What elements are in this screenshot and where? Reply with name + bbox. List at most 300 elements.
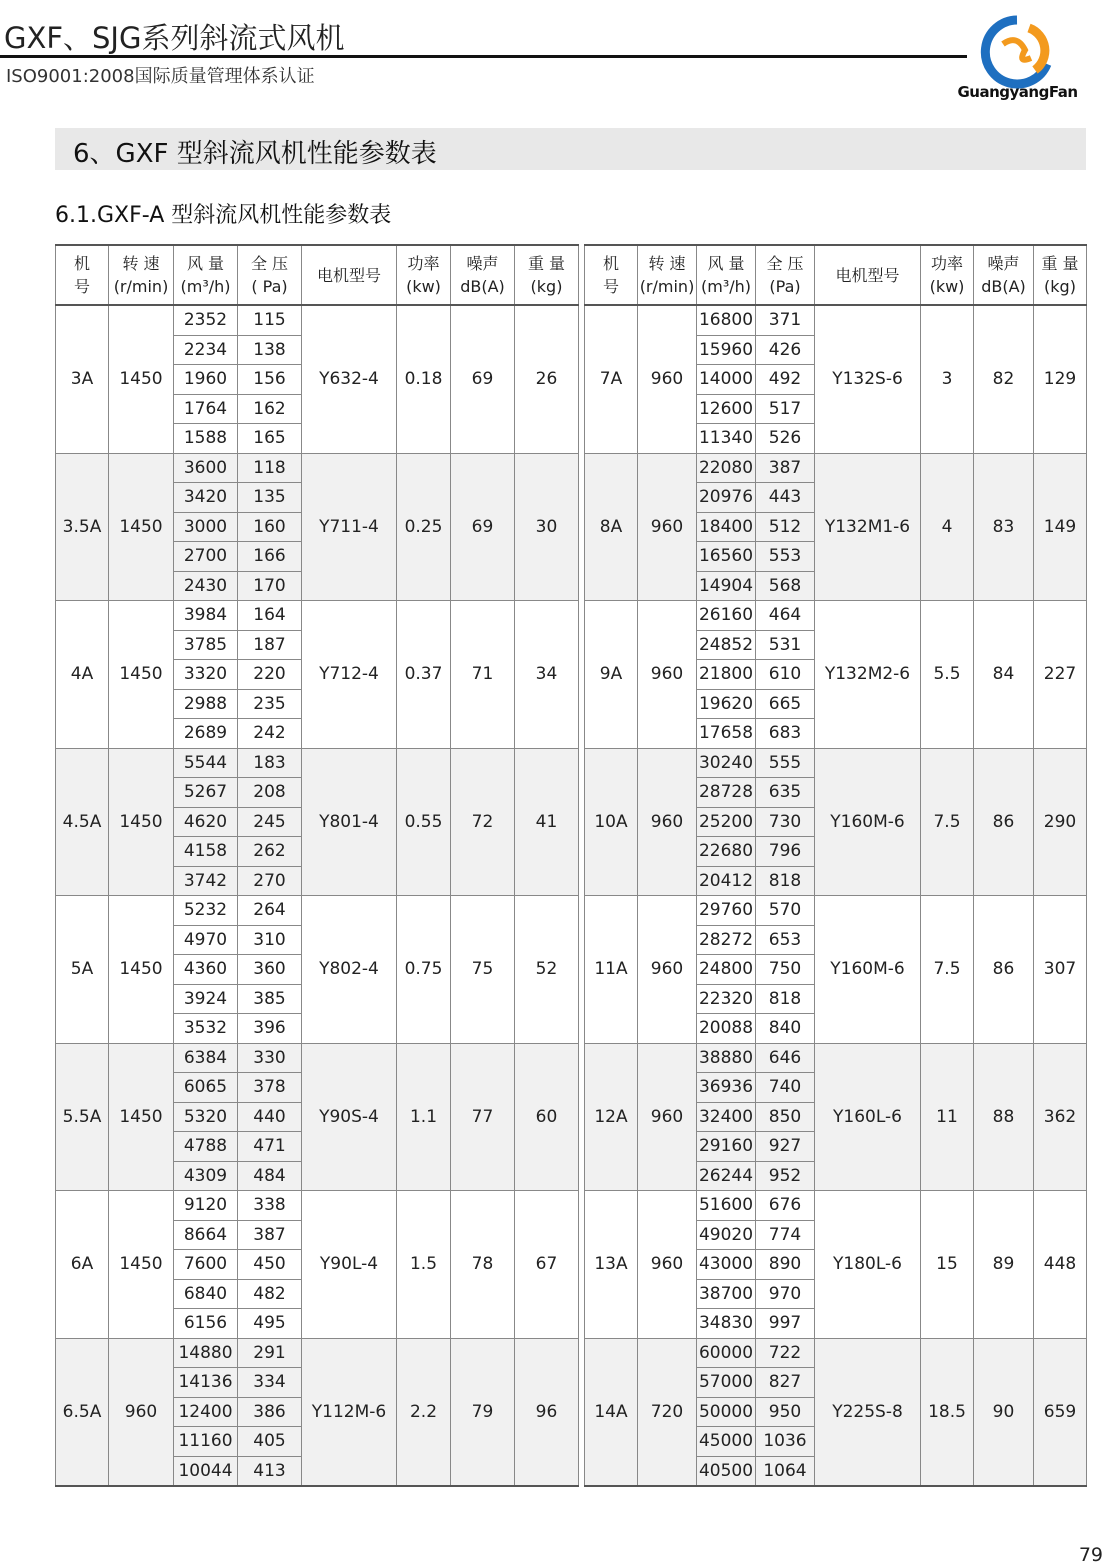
total-pressure: 890 bbox=[756, 1250, 815, 1280]
motor: Y711-4 bbox=[302, 453, 397, 601]
speed: 960 bbox=[638, 1191, 697, 1339]
column-header-label: 风 量 bbox=[186, 254, 225, 273]
air-flow: 19620 bbox=[697, 689, 756, 719]
fan-model: 6A bbox=[56, 1191, 109, 1339]
column-header-label: 机 bbox=[602, 254, 619, 273]
air-flow: 20976 bbox=[697, 483, 756, 513]
air-flow: 12600 bbox=[697, 394, 756, 424]
motor: Y801-4 bbox=[302, 748, 397, 896]
total-pressure: 683 bbox=[756, 719, 815, 749]
noise: 75 bbox=[451, 896, 515, 1044]
air-flow: 2689 bbox=[174, 719, 238, 749]
speed: 960 bbox=[638, 453, 697, 601]
total-pressure: 740 bbox=[756, 1073, 815, 1103]
column-header bbox=[174, 245, 238, 305]
power: 0.37 bbox=[397, 601, 451, 749]
column-header bbox=[974, 245, 1034, 305]
total-pressure: 471 bbox=[238, 1132, 302, 1162]
total-pressure: 676 bbox=[756, 1191, 815, 1221]
total-pressure: 245 bbox=[238, 807, 302, 837]
air-flow: 5544 bbox=[174, 748, 238, 778]
motor: Y180L-6 bbox=[815, 1191, 921, 1339]
speed: 960 bbox=[638, 896, 697, 1044]
total-pressure: 338 bbox=[238, 1191, 302, 1221]
air-flow: 14904 bbox=[697, 571, 756, 601]
column-header-label: 重 量 bbox=[1041, 254, 1079, 273]
total-pressure: 135 bbox=[238, 483, 302, 513]
air-flow: 14880 bbox=[174, 1338, 238, 1368]
air-flow: 5267 bbox=[174, 778, 238, 808]
total-pressure: 1036 bbox=[756, 1427, 815, 1457]
fan-model: 9A bbox=[585, 601, 638, 749]
speed: 1450 bbox=[109, 896, 174, 1044]
air-flow: 3600 bbox=[174, 453, 238, 483]
weight: 96 bbox=[515, 1338, 579, 1486]
power: 1.1 bbox=[397, 1043, 451, 1191]
table-row bbox=[56, 601, 579, 631]
column-header-unit: (m³/h) bbox=[180, 277, 231, 296]
air-flow: 1960 bbox=[174, 365, 238, 395]
air-flow: 4620 bbox=[174, 807, 238, 837]
speed: 960 bbox=[638, 601, 697, 749]
column-header bbox=[697, 245, 756, 305]
speed: 1450 bbox=[109, 305, 174, 453]
air-flow: 3984 bbox=[174, 601, 238, 631]
air-flow: 3532 bbox=[174, 1014, 238, 1044]
column-header-unit: 号 bbox=[602, 277, 619, 296]
speed: 1450 bbox=[109, 1191, 174, 1339]
total-pressure: 396 bbox=[238, 1014, 302, 1044]
header-rule bbox=[0, 55, 967, 58]
power: 5.5 bbox=[921, 601, 974, 749]
air-flow: 45000 bbox=[697, 1427, 756, 1457]
column-header-label: 机 bbox=[73, 254, 90, 273]
air-flow: 6384 bbox=[174, 1043, 238, 1073]
air-flow: 60000 bbox=[697, 1338, 756, 1368]
air-flow: 43000 bbox=[697, 1250, 756, 1280]
total-pressure: 568 bbox=[756, 571, 815, 601]
total-pressure: 385 bbox=[238, 984, 302, 1014]
noise: 77 bbox=[451, 1043, 515, 1191]
power: 0.55 bbox=[397, 748, 451, 896]
column-header bbox=[56, 245, 109, 305]
total-pressure: 360 bbox=[238, 955, 302, 985]
total-pressure: 440 bbox=[238, 1102, 302, 1132]
weight: 129 bbox=[1034, 305, 1087, 453]
total-pressure: 387 bbox=[238, 1220, 302, 1250]
noise: 72 bbox=[451, 748, 515, 896]
motor: Y160M-6 bbox=[815, 748, 921, 896]
total-pressure: 818 bbox=[756, 866, 815, 896]
air-flow: 14136 bbox=[174, 1368, 238, 1398]
total-pressure: 555 bbox=[756, 748, 815, 778]
air-flow: 3320 bbox=[174, 660, 238, 690]
column-header-unit: 号 bbox=[73, 277, 90, 296]
total-pressure: 827 bbox=[756, 1368, 815, 1398]
fan-model: 5A bbox=[56, 896, 109, 1044]
column-header bbox=[921, 245, 974, 305]
column-header-unit: (kg) bbox=[530, 277, 563, 296]
weight: 227 bbox=[1034, 601, 1087, 749]
total-pressure: 665 bbox=[756, 689, 815, 719]
air-flow: 17658 bbox=[697, 719, 756, 749]
air-flow: 3785 bbox=[174, 630, 238, 660]
column-header-unit: dB(A) bbox=[460, 277, 505, 296]
total-pressure: 443 bbox=[756, 483, 815, 513]
air-flow: 14000 bbox=[697, 365, 756, 395]
air-flow: 30240 bbox=[697, 748, 756, 778]
total-pressure: 386 bbox=[238, 1397, 302, 1427]
air-flow: 3000 bbox=[174, 512, 238, 542]
total-pressure: 208 bbox=[238, 778, 302, 808]
column-header bbox=[756, 245, 815, 305]
power: 0.75 bbox=[397, 896, 451, 1044]
table-row bbox=[56, 1338, 579, 1368]
motor: Y712-4 bbox=[302, 601, 397, 749]
fan-model: 8A bbox=[585, 453, 638, 601]
total-pressure: 187 bbox=[238, 630, 302, 660]
fan-model: 13A bbox=[585, 1191, 638, 1339]
table-row bbox=[585, 1338, 1087, 1368]
total-pressure: 517 bbox=[756, 394, 815, 424]
air-flow: 22320 bbox=[697, 984, 756, 1014]
total-pressure: 170 bbox=[238, 571, 302, 601]
total-pressure: 531 bbox=[756, 630, 815, 660]
motor: Y632-4 bbox=[302, 305, 397, 453]
column-header-label: 噪声 bbox=[987, 254, 1020, 273]
column-header bbox=[109, 245, 174, 305]
motor: Y225S-8 bbox=[815, 1338, 921, 1486]
power: 7.5 bbox=[921, 896, 974, 1044]
total-pressure: 653 bbox=[756, 925, 815, 955]
total-pressure: 413 bbox=[238, 1456, 302, 1486]
total-pressure: 242 bbox=[238, 719, 302, 749]
total-pressure: 722 bbox=[756, 1338, 815, 1368]
table-row bbox=[585, 453, 1087, 483]
column-header-unit: (kw) bbox=[406, 277, 441, 296]
air-flow: 51600 bbox=[697, 1191, 756, 1221]
air-flow: 2700 bbox=[174, 542, 238, 572]
logo-text: GuangyangFan bbox=[957, 83, 1078, 101]
air-flow: 11340 bbox=[697, 424, 756, 454]
power: 0.25 bbox=[397, 453, 451, 601]
air-flow: 2234 bbox=[174, 335, 238, 365]
column-header-label: 转 速 bbox=[648, 254, 686, 273]
total-pressure: 774 bbox=[756, 1220, 815, 1250]
column-header-unit: (r/min) bbox=[639, 277, 695, 296]
air-flow: 24800 bbox=[697, 955, 756, 985]
air-flow: 50000 bbox=[697, 1397, 756, 1427]
fan-model: 4A bbox=[56, 601, 109, 749]
weight: 41 bbox=[515, 748, 579, 896]
motor: Y132S-6 bbox=[815, 305, 921, 453]
fan-model: 10A bbox=[585, 748, 638, 896]
speed: 1450 bbox=[109, 1043, 174, 1191]
total-pressure: 264 bbox=[238, 896, 302, 926]
noise: 86 bbox=[974, 748, 1034, 896]
total-pressure: 482 bbox=[238, 1279, 302, 1309]
air-flow: 22080 bbox=[697, 453, 756, 483]
total-pressure: 952 bbox=[756, 1161, 815, 1191]
certification-text: ISO9001:2008国际质量管理体系认证 bbox=[6, 66, 315, 87]
air-flow: 5320 bbox=[174, 1102, 238, 1132]
noise: 82 bbox=[974, 305, 1034, 453]
column-header-label: 全 压 bbox=[250, 254, 289, 273]
air-flow: 3742 bbox=[174, 866, 238, 896]
column-header-label: 电机型号 bbox=[835, 265, 900, 285]
motor: Y802-4 bbox=[302, 896, 397, 1044]
column-header-label: 电机型号 bbox=[316, 265, 381, 285]
total-pressure: 156 bbox=[238, 365, 302, 395]
table-row bbox=[56, 1191, 579, 1221]
table-row bbox=[56, 453, 579, 483]
air-flow: 29160 bbox=[697, 1132, 756, 1162]
total-pressure: 160 bbox=[238, 512, 302, 542]
air-flow: 38700 bbox=[697, 1279, 756, 1309]
total-pressure: 330 bbox=[238, 1043, 302, 1073]
fan-model: 4.5A bbox=[56, 748, 109, 896]
column-header bbox=[451, 245, 515, 305]
power: 3 bbox=[921, 305, 974, 453]
total-pressure: 610 bbox=[756, 660, 815, 690]
power: 7.5 bbox=[921, 748, 974, 896]
noise: 79 bbox=[451, 1338, 515, 1486]
speed: 960 bbox=[109, 1338, 174, 1486]
noise: 69 bbox=[451, 453, 515, 601]
air-flow: 10044 bbox=[174, 1456, 238, 1486]
section-band bbox=[55, 128, 1086, 170]
column-header bbox=[638, 245, 697, 305]
noise: 78 bbox=[451, 1191, 515, 1339]
total-pressure: 164 bbox=[238, 601, 302, 631]
column-header-label: 风 量 bbox=[707, 254, 745, 273]
total-pressure: 840 bbox=[756, 1014, 815, 1044]
weight: 26 bbox=[515, 305, 579, 453]
air-flow: 12400 bbox=[174, 1397, 238, 1427]
total-pressure: 220 bbox=[238, 660, 302, 690]
air-flow: 4360 bbox=[174, 955, 238, 985]
air-flow: 21800 bbox=[697, 660, 756, 690]
column-header-label: 功率 bbox=[930, 254, 963, 273]
air-flow: 32400 bbox=[697, 1102, 756, 1132]
weight: 34 bbox=[515, 601, 579, 749]
fan-model: 11A bbox=[585, 896, 638, 1044]
column-header bbox=[1034, 245, 1087, 305]
air-flow: 40500 bbox=[697, 1456, 756, 1486]
total-pressure: 570 bbox=[756, 896, 815, 926]
column-header-unit: ( Pa) bbox=[251, 277, 288, 296]
column-header bbox=[238, 245, 302, 305]
weight: 362 bbox=[1034, 1043, 1087, 1191]
weight: 448 bbox=[1034, 1191, 1087, 1339]
total-pressure: 495 bbox=[238, 1309, 302, 1339]
weight: 307 bbox=[1034, 896, 1087, 1044]
noise: 84 bbox=[974, 601, 1034, 749]
total-pressure: 310 bbox=[238, 925, 302, 955]
air-flow: 4970 bbox=[174, 925, 238, 955]
air-flow: 9120 bbox=[174, 1191, 238, 1221]
air-flow: 15960 bbox=[697, 335, 756, 365]
weight: 52 bbox=[515, 896, 579, 1044]
total-pressure: 262 bbox=[238, 837, 302, 867]
air-flow: 57000 bbox=[697, 1368, 756, 1398]
air-flow: 22680 bbox=[697, 837, 756, 867]
air-flow: 16800 bbox=[697, 305, 756, 335]
air-flow: 3420 bbox=[174, 483, 238, 513]
air-flow: 16560 bbox=[697, 542, 756, 572]
fan-model: 6.5A bbox=[56, 1338, 109, 1486]
fan-model: 3.5A bbox=[56, 453, 109, 601]
column-header-label: 转 速 bbox=[122, 254, 160, 273]
table-row bbox=[56, 748, 579, 778]
air-flow: 25200 bbox=[697, 807, 756, 837]
total-pressure: 270 bbox=[238, 866, 302, 896]
fan-model: 14A bbox=[585, 1338, 638, 1486]
column-header bbox=[515, 245, 579, 305]
total-pressure: 291 bbox=[238, 1338, 302, 1368]
total-pressure: 950 bbox=[756, 1397, 815, 1427]
power: 4 bbox=[921, 453, 974, 601]
table-row bbox=[585, 1043, 1087, 1073]
noise: 89 bbox=[974, 1191, 1034, 1339]
fan-model: 5.5A bbox=[56, 1043, 109, 1191]
weight: 67 bbox=[515, 1191, 579, 1339]
noise: 88 bbox=[974, 1043, 1034, 1191]
total-pressure: 850 bbox=[756, 1102, 815, 1132]
motor: Y132M1-6 bbox=[815, 453, 921, 601]
total-pressure: 387 bbox=[756, 453, 815, 483]
column-header-unit: dB(A) bbox=[981, 277, 1026, 296]
document-title: GXF、SJG系列斜流式风机 bbox=[4, 21, 345, 55]
power: 0.18 bbox=[397, 305, 451, 453]
air-flow: 34830 bbox=[697, 1309, 756, 1339]
weight: 659 bbox=[1034, 1338, 1087, 1486]
air-flow: 6065 bbox=[174, 1073, 238, 1103]
column-header-label: 全 压 bbox=[766, 254, 804, 273]
noise: 69 bbox=[451, 305, 515, 453]
air-flow: 4158 bbox=[174, 837, 238, 867]
air-flow: 6156 bbox=[174, 1309, 238, 1339]
air-flow: 28728 bbox=[697, 778, 756, 808]
performance-table-left bbox=[55, 244, 579, 1487]
column-header-label: 重 量 bbox=[527, 254, 566, 273]
noise: 71 bbox=[451, 601, 515, 749]
air-flow: 6840 bbox=[174, 1279, 238, 1309]
motor: Y160L-6 bbox=[815, 1043, 921, 1191]
table-row bbox=[585, 305, 1087, 335]
total-pressure: 166 bbox=[238, 542, 302, 572]
total-pressure: 426 bbox=[756, 335, 815, 365]
table-row bbox=[585, 748, 1087, 778]
fan-model: 12A bbox=[585, 1043, 638, 1191]
power: 15 bbox=[921, 1191, 974, 1339]
performance-table-right bbox=[584, 244, 1087, 1487]
total-pressure: 635 bbox=[756, 778, 815, 808]
air-flow: 29760 bbox=[697, 896, 756, 926]
motor: Y132M2-6 bbox=[815, 601, 921, 749]
weight: 60 bbox=[515, 1043, 579, 1191]
air-flow: 3924 bbox=[174, 984, 238, 1014]
air-flow: 28272 bbox=[697, 925, 756, 955]
total-pressure: 118 bbox=[238, 453, 302, 483]
air-flow: 11160 bbox=[174, 1427, 238, 1457]
motor: Y112M-6 bbox=[302, 1338, 397, 1486]
weight: 30 bbox=[515, 453, 579, 601]
header-row bbox=[56, 245, 579, 305]
total-pressure: 750 bbox=[756, 955, 815, 985]
power: 1.5 bbox=[397, 1191, 451, 1339]
column-header bbox=[585, 245, 638, 305]
fan-model: 7A bbox=[585, 305, 638, 453]
table-row bbox=[56, 1043, 579, 1073]
total-pressure: 646 bbox=[756, 1043, 815, 1073]
total-pressure: 997 bbox=[756, 1309, 815, 1339]
air-flow: 20088 bbox=[697, 1014, 756, 1044]
motor: Y90S-4 bbox=[302, 1043, 397, 1191]
table-row bbox=[585, 896, 1087, 926]
motor: Y90L-4 bbox=[302, 1191, 397, 1339]
air-flow: 7600 bbox=[174, 1250, 238, 1280]
total-pressure: 334 bbox=[238, 1368, 302, 1398]
air-flow: 49020 bbox=[697, 1220, 756, 1250]
air-flow: 26160 bbox=[697, 601, 756, 631]
total-pressure: 138 bbox=[238, 335, 302, 365]
air-flow: 4309 bbox=[174, 1161, 238, 1191]
power: 11 bbox=[921, 1043, 974, 1191]
motor: Y160M-6 bbox=[815, 896, 921, 1044]
total-pressure: 165 bbox=[238, 424, 302, 454]
weight: 290 bbox=[1034, 748, 1087, 896]
air-flow: 24852 bbox=[697, 630, 756, 660]
total-pressure: 553 bbox=[756, 542, 815, 572]
air-flow: 26244 bbox=[697, 1161, 756, 1191]
total-pressure: 183 bbox=[238, 748, 302, 778]
column-header bbox=[815, 245, 921, 305]
total-pressure: 235 bbox=[238, 689, 302, 719]
table-row bbox=[585, 1191, 1087, 1221]
page-number: 79 bbox=[1078, 1544, 1103, 1566]
total-pressure: 162 bbox=[238, 394, 302, 424]
total-pressure: 730 bbox=[756, 807, 815, 837]
speed: 960 bbox=[638, 748, 697, 896]
total-pressure: 526 bbox=[756, 424, 815, 454]
air-flow: 36936 bbox=[697, 1073, 756, 1103]
total-pressure: 512 bbox=[756, 512, 815, 542]
speed: 960 bbox=[638, 305, 697, 453]
air-flow: 20412 bbox=[697, 866, 756, 896]
weight: 149 bbox=[1034, 453, 1087, 601]
column-header-label: 功率 bbox=[407, 254, 440, 273]
fan-model: 3A bbox=[56, 305, 109, 453]
air-flow: 8664 bbox=[174, 1220, 238, 1250]
speed: 1450 bbox=[109, 748, 174, 896]
power: 2.2 bbox=[397, 1338, 451, 1486]
column-header-unit: (kg) bbox=[1044, 277, 1076, 296]
column-header-label: 噪声 bbox=[466, 254, 499, 273]
column-header-unit: (kw) bbox=[929, 277, 965, 296]
total-pressure: 484 bbox=[238, 1161, 302, 1191]
air-flow: 1588 bbox=[174, 424, 238, 454]
air-flow: 2430 bbox=[174, 571, 238, 601]
air-flow: 18400 bbox=[697, 512, 756, 542]
total-pressure: 405 bbox=[238, 1427, 302, 1457]
total-pressure: 371 bbox=[756, 305, 815, 335]
noise: 86 bbox=[974, 896, 1034, 1044]
speed: 960 bbox=[638, 1043, 697, 1191]
air-flow: 2352 bbox=[174, 305, 238, 335]
speed: 720 bbox=[638, 1338, 697, 1486]
total-pressure: 464 bbox=[756, 601, 815, 631]
